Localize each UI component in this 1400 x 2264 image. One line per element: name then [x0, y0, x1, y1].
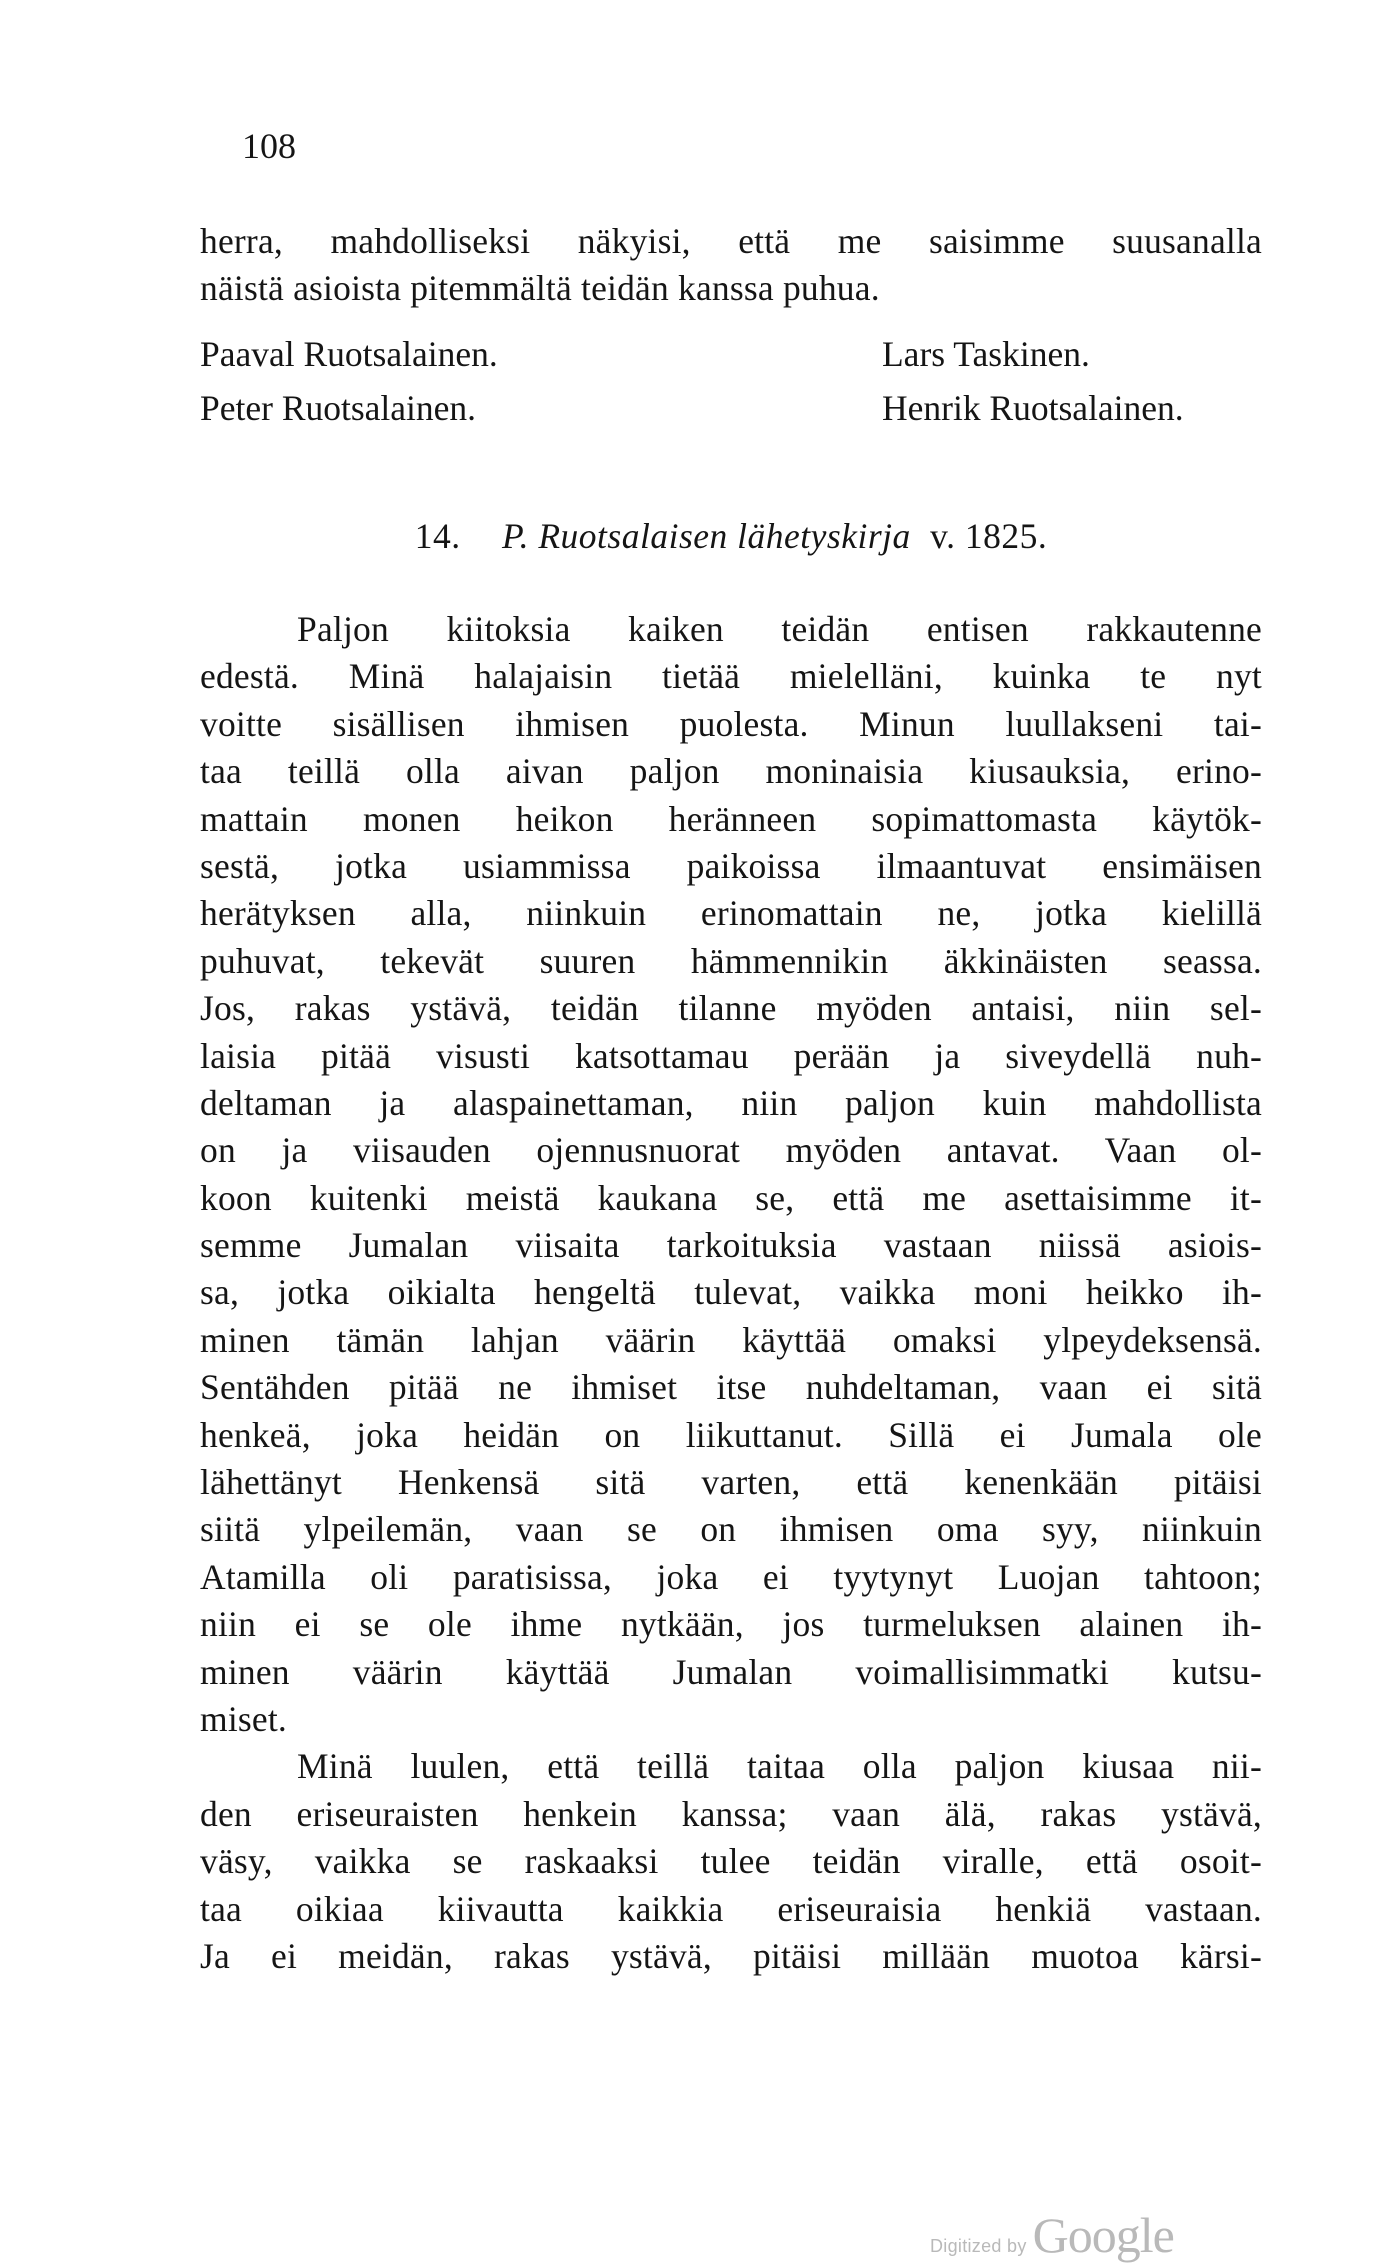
text-line: minen väärin käyttää Jumalan voimallisimmatki kutsu- [200, 1651, 1262, 1692]
signature-name: Lars Taskinen. [882, 334, 1090, 374]
text-line: herätyksen alla, niinkuin erinomattain ne, jotka kielillä [200, 893, 1262, 934]
text-line: minen tämän lahjan väärin käyttää omaksi ylpeydeksensä. [200, 1319, 1262, 1360]
text-line: sa, jotka oikialta hengeltä tulevat, vaikka moni heikko ih- [200, 1272, 1262, 1313]
text-line: koon kuitenki meistä kaukana se, että me asettaisimme it- [200, 1177, 1262, 1218]
text-line: edestä. Minä halajaisin tietää mielelläni, kuinka te nyt [200, 656, 1262, 697]
digitized-by-watermark [930, 2206, 1174, 2263]
text-line: Atamilla oli paratisissa, joka ei tyytynyt Luojan tahtoon; [200, 1556, 1262, 1597]
watermark-prefix: Digitized by [930, 2236, 1027, 2256]
text-line: Paljon kiitoksia kaiken teidän entisen rakkautenne [297, 609, 1262, 649]
text-line: siitä ylpeilemän, vaan se on ihmisen oma syy, niinkuin [200, 1509, 1262, 1550]
text-line: den eriseuraisten henkein kanssa; vaan älä, rakas ystävä, [200, 1793, 1262, 1834]
section-number: 14. [414, 516, 461, 556]
text-line: näistä asioista pitemmältä teidän kanssa puhua. [200, 268, 880, 309]
text-line: puhuvat, tekevät suuren hämmennikin äkkinäisten seassa. [200, 940, 1262, 981]
text-line: taa teillä olla aivan paljon moninaisia kiusauksia, erino- [200, 751, 1262, 792]
text-line: laisia pitää visusti katsottamau perään ja siveydellä nuh- [200, 1035, 1262, 1076]
text-line: on ja viisauden ojennusnuorat myöden antavat. Vaan ol- [200, 1130, 1262, 1171]
text-line: taa oikiaa kiivautta kaikkia eriseuraisia henkiä vastaan. [200, 1888, 1262, 1929]
text-line: Sentähden pitää ne ihmiset itse nuhdeltaman, vaan ei sitä [200, 1367, 1262, 1408]
signature-row [200, 384, 1262, 432]
section-year: v. 1825. [930, 516, 1048, 556]
text-line: niin ei se ole ihme nytkään, jos turmeluksen alainen ih- [200, 1604, 1262, 1645]
text-line: Jos, rakas ystävä, teidän tilanne myöden antaisi, niin sel- [200, 988, 1262, 1029]
text-line: semme Jumalan viisaita tarkoituksia vastaan niissä asiois- [200, 1225, 1262, 1266]
text-line: mattain monen heikon heränneen sopimattomasta käytök- [200, 798, 1262, 839]
signature-name: Paaval Ruotsalainen. [200, 334, 498, 374]
text-line: Minä luulen, että teillä taitaa olla paljon kiusaa nii- [297, 1746, 1262, 1787]
text-line: Ja ei meidän, rakas ystävä, pitäisi millään muotoa kärsi- [200, 1935, 1262, 1976]
text-line: lähettänyt Henkensä sitä varten, että kenenkään pitäisi [200, 1462, 1262, 1503]
text-line: sestä, jotka usiammissa paikoissa ilmaantuvat ensimäisen [200, 845, 1262, 886]
section-title: P. Ruotsalaisen lähetyskirja [502, 516, 911, 556]
signature-name: Peter Ruotsalainen. [200, 388, 477, 428]
signature-row [200, 330, 1262, 378]
google-logo: Google [1032, 2207, 1174, 2263]
signature-name: Henrik Ruotsalainen. [882, 388, 1184, 428]
text-line: herra, mahdolliseksi näkyisi, että me saisimme suusanalla [200, 221, 1262, 261]
text-line: voitte sisällisen ihmisen puolesta. Minun luullakseni tai- [200, 703, 1262, 744]
letter-body [200, 606, 1262, 1980]
text-line: henkeä, joka heidän on liikuttanut. Sillä ei Jumala ole [200, 1414, 1262, 1455]
text-line: deltaman ja alaspainettaman, niin paljon kuin mahdollista [200, 1082, 1262, 1123]
section-heading [200, 512, 1262, 560]
text-line: miset. [200, 1698, 287, 1739]
page-number: 108 [242, 126, 296, 166]
intro-paragraph [200, 218, 1262, 313]
text-line: väsy, vaikka se raskaaksi tulee teidän viralle, että osoit- [200, 1841, 1262, 1882]
